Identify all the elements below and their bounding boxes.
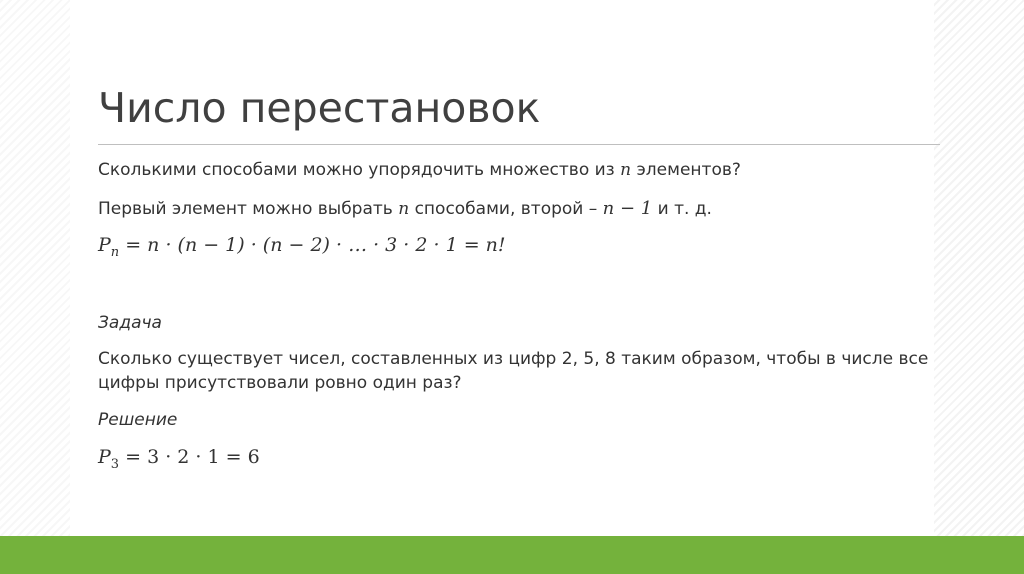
solution-formula [98,446,260,472]
task-heading: Задача [98,313,162,333]
footer-accent-band [0,536,1024,574]
formula-subscript: n [110,244,120,260]
explanation-text-mid: способами, второй – [409,199,603,219]
title-divider [98,144,940,145]
solution-subscript: 3 [110,456,120,472]
variable-n: n [398,199,410,219]
solution-lhs: P [98,446,111,468]
solution-rhs: = 3 · 2 · 1 = 6 [119,446,260,468]
permutation-formula [98,234,506,260]
solution-heading: Решение [98,410,178,430]
question-line [98,160,741,180]
background-hatch-left [0,0,70,536]
formula-lhs: P [98,234,111,256]
task-text-line-2: цифры присутствовали ровно один раз? [98,373,462,393]
task-text-line-1: Сколько существует чисел, составленных из цифр 2, 5, 8 таким образом, чтобы в числе все [98,349,929,369]
formula-rhs: = n · (n − 1) · (n − 2) · … · 3 · 2 · 1 = n! [119,234,506,256]
explanation-text-end: и т. д. [652,199,712,219]
question-text-end: элементов? [631,160,741,180]
slide-title: Число перестановок [98,84,541,132]
expression-n-minus-1: n − 1 [602,198,653,219]
background-hatch-right [934,0,1024,536]
variable-n: n [620,160,632,180]
question-text-start: Сколькими способами можно упорядочить множество из [98,160,621,180]
explanation-line [98,198,712,219]
explanation-text-start: Первый элемент можно выбрать [98,199,399,219]
